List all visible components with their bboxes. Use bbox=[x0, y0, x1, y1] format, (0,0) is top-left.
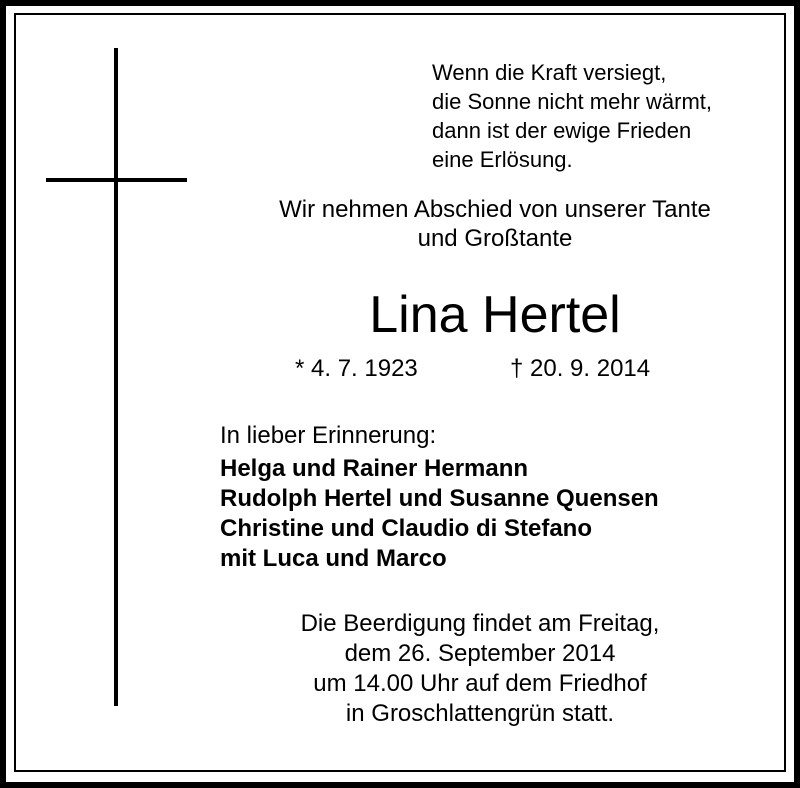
poem-line: Wenn die Kraft versiegt, bbox=[432, 60, 667, 85]
cross-vertical-bar bbox=[114, 48, 118, 706]
birth-date: * 4. 7. 1923 bbox=[295, 355, 418, 382]
funeral-line: in Groschlattengrün statt. bbox=[345, 700, 615, 727]
poem-line: dann ist der ewige Frieden bbox=[432, 118, 692, 143]
poem-line: eine Erlösung. bbox=[432, 147, 573, 172]
mourners-list bbox=[220, 454, 659, 574]
intro-line: und Großtante bbox=[417, 225, 573, 252]
death-date: † 20. 9. 2014 bbox=[510, 355, 651, 382]
mourner-line: Rudolph Hertel und Susanne Quensen bbox=[220, 485, 659, 512]
memory-label: In lieber Erinnerung: bbox=[220, 422, 437, 449]
mourner-line: mit Luca und Marco bbox=[220, 545, 447, 572]
funeral-line: Die Beerdigung findet am Freitag, bbox=[300, 610, 660, 637]
poem bbox=[432, 58, 712, 174]
funeral-line: um 14.00 Uhr auf dem Friedhof bbox=[313, 670, 647, 697]
funeral-line: dem 26. September 2014 bbox=[344, 640, 616, 667]
mourner-line: Helga und Rainer Hermann bbox=[220, 455, 529, 482]
funeral-notice bbox=[200, 609, 760, 729]
poem-line: die Sonne nicht mehr wärmt, bbox=[432, 89, 713, 114]
deceased-name: Lina Hertel bbox=[369, 286, 621, 344]
mourner-line: Christine und Claudio di Stefano bbox=[220, 515, 592, 542]
intro-line: Wir nehmen Abschied von unserer Tante bbox=[279, 196, 711, 223]
farewell-intro bbox=[200, 195, 790, 253]
cross-horizontal-bar bbox=[46, 178, 187, 182]
